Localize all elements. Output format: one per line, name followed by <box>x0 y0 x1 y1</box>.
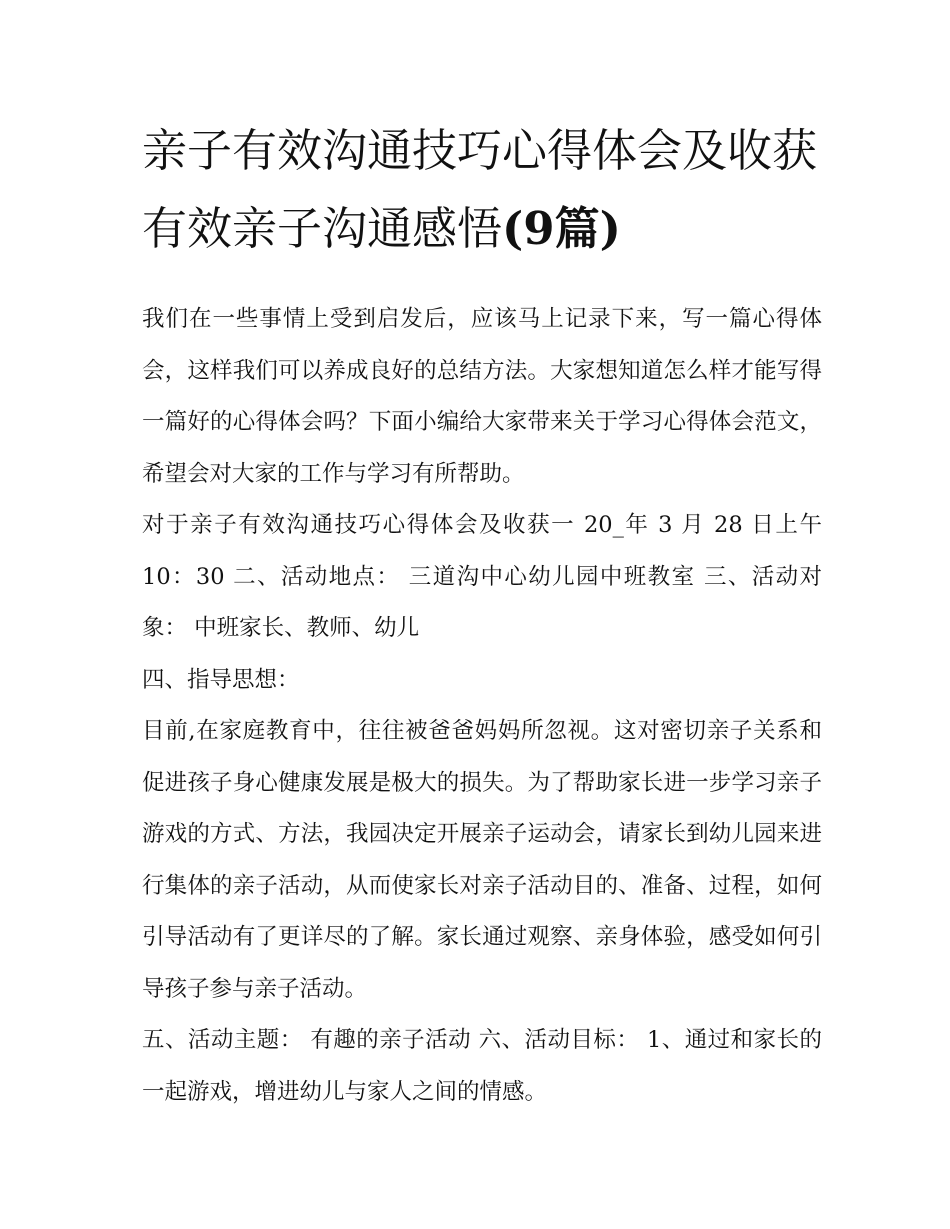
document-title <box>142 112 822 268</box>
paragraph-intro: 我们在一些事情上受到启发后，应该马上记录下来，写一篇心得体会，这样我们可以养成良好的总结方法。大家想知道怎么样才能写得一篇好的心得体会吗？下面小编给大家带来关于学习心得体会范文，希望会对大家的工作与学习有所帮助。 <box>142 306 822 487</box>
paragraph-guiding-thought: 目前,在家庭教育中，往往被爸爸妈妈所忽视。这对密切亲子关系和促进孩子身心健康发展是极大的损失。为了帮助家长进一步学习亲子游戏的方式、方法，我园决定开展亲子运动会，请家长到幼儿园来进行集体的亲子活动，从而使家长对亲子活动目的、准备、过程，如何引导活动有了更详尽的了解。家长通过观察、亲身体验，感受如何引导孩子参与亲子活动。 <box>142 718 822 1002</box>
title-count: (9篇) <box>502 202 621 255</box>
document-content <box>142 112 822 1118</box>
paragraph-activity-theme: 五、活动主题： 有趣的亲子活动 六、活动目标： 1、通过和家长的一起游戏，增进幼儿与家人之间的情感。 <box>142 1027 822 1105</box>
title-main: 亲子有效沟通技巧心得体会及收获 有效亲子沟通感悟 <box>142 124 818 255</box>
paragraph-guiding-heading: 四、指导思想： <box>142 666 300 693</box>
paragraph-activity-info: 对于亲子有效沟通技巧心得体会及收获一 20_年 3 月 28 日上午 10：30 二、活动地点： 三道沟中心幼儿园中班教室 三、活动对象： 中班家长、教师、幼儿 <box>142 512 822 641</box>
